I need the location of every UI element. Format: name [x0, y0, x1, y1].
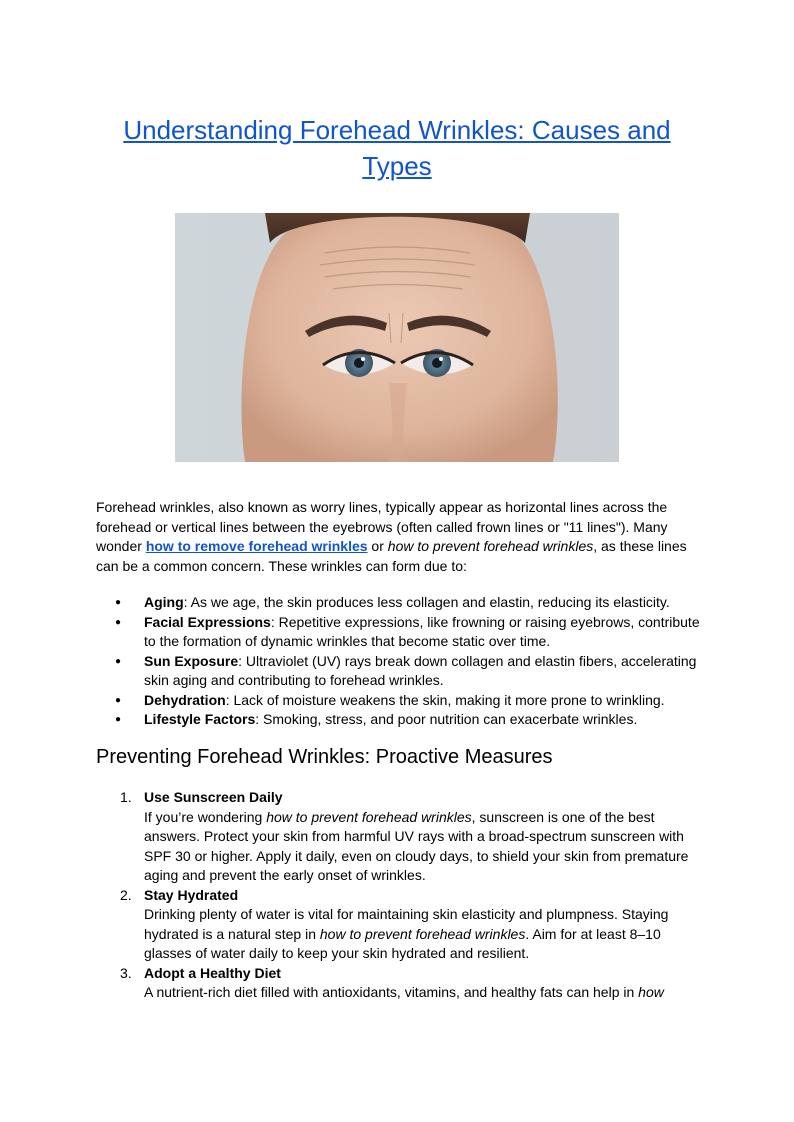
step-title: Stay Hydrated [144, 886, 239, 903]
remove-wrinkles-link[interactable]: how to remove forehead wrinkles [145, 538, 368, 554]
step-number: 3. [120, 964, 132, 981]
forehead-photo [175, 213, 619, 462]
step-text: If you’re wondering [144, 808, 267, 825]
cause-term: Aging [144, 594, 184, 610]
cause-term: Facial Expressions [144, 613, 271, 630]
step-text: Drinking plenty of water is vital for maintaining skin elasticity and plumpness. Staying hydrated is a natural step in [144, 906, 669, 942]
cause-text: : Ultraviolet (UV) rays break down collagen and elastin fibers, accelerating skin aging and contributing to forehead wrinkles. [144, 652, 697, 688]
intro-text: or [367, 538, 388, 554]
list-item [96, 788, 706, 886]
list-item [96, 593, 706, 613]
causes-list [96, 593, 706, 730]
list-item [96, 710, 706, 730]
cause-term: Dehydration [144, 691, 226, 708]
step-number: 1. [120, 789, 132, 805]
step-text: . Aim for at least 8–10 glasses of water daily to keep your skin hydrated and resilient. [144, 925, 661, 961]
list-item [96, 964, 706, 1003]
step-italic: how to prevent forehead wrinkles [266, 808, 472, 825]
step-italic: how [638, 984, 664, 1000]
intro-italic: how to prevent forehead wrinkles [387, 538, 594, 554]
cause-text: : Repetitive expressions, like frowning or raising eyebrows, contribute to the formation of dynamic wrinkles that become static over time. [144, 613, 700, 649]
list-item [96, 691, 706, 711]
section-heading: Preventing Forehead Wrinkles: Proactive Measures [96, 746, 553, 768]
intro-text: , as these lines can be a common concern. These wrinkles can form due to: [96, 538, 687, 574]
cause-term: Lifestyle Factors [144, 711, 256, 727]
step-italic: how to prevent forehead wrinkles [319, 925, 526, 942]
list-item [96, 652, 706, 691]
list-item [96, 613, 706, 652]
step-number: 2. [120, 886, 132, 903]
intro-paragraph [96, 498, 700, 576]
page-title [96, 112, 698, 184]
intro-text: Forehead wrinkles, also known as worry lines, typically appear as horizontal lines across the forehead or vertical lines between the eyebrows (often called frown lines or "11 lines"). Many wonder [96, 499, 668, 554]
step-title: Use Sunscreen Daily [144, 789, 283, 805]
cause-text: : Smoking, stress, and poor nutrition can exacerbate wrinkles. [255, 711, 638, 727]
list-item [96, 886, 706, 964]
cause-text: : As we age, the skin produces less collagen and elastin, reducing its elasticity. [183, 594, 670, 610]
cause-text: : Lack of moisture weakens the skin, making it more prone to wrinkling. [225, 691, 665, 708]
cause-term: Sun Exposure [144, 652, 239, 669]
steps-list [96, 788, 706, 1003]
step-text: , sunscreen is one of the best answers. Protect your skin from harmful UV rays with a broad-spectrum sunscreen with SPF 30 or higher. Apply it daily, even on cloudy days, to shield your skin from premature aging and prevent the early onset of wrinkles. [144, 808, 689, 883]
title-link[interactable]: Understanding Forehead Wrinkles: Causes and Types [123, 115, 671, 181]
step-text: A nutrient-rich diet filled with antioxidants, vitamins, and healthy fats can help in [144, 984, 639, 1000]
step-title: Adopt a Healthy Diet [144, 964, 281, 981]
